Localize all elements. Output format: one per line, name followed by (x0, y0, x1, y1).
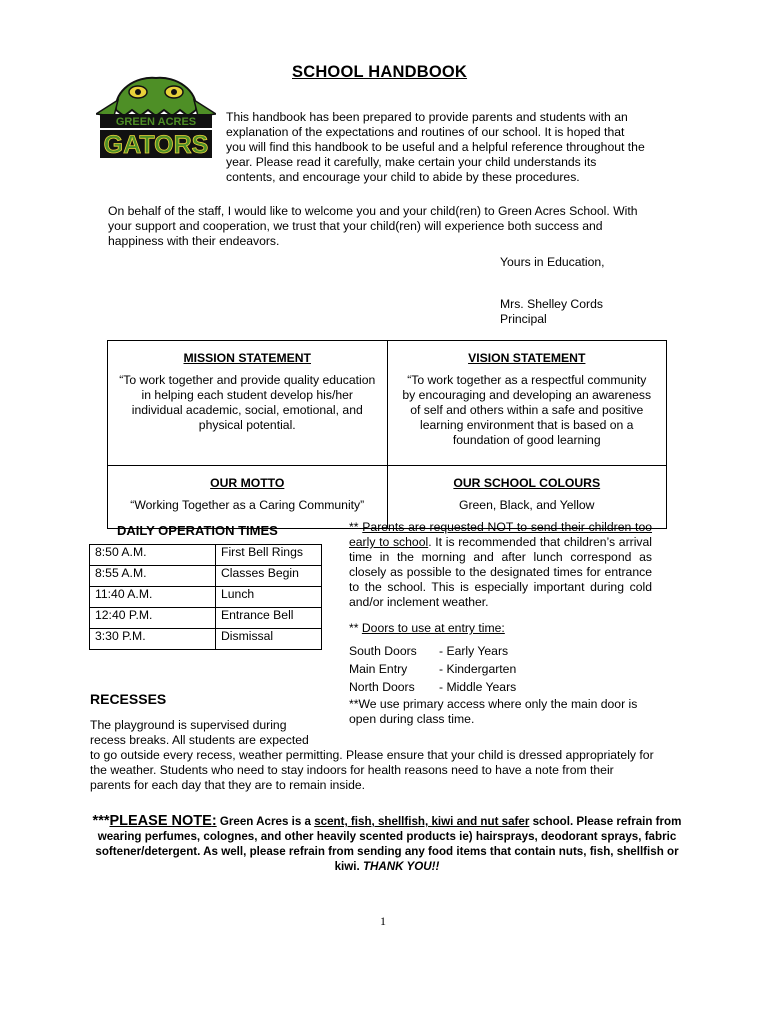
event-cell: Entrance Bell (216, 608, 322, 629)
door-use: - Early Years (439, 644, 509, 658)
welcome-line: happiness with their endeavors. (108, 234, 280, 248)
vision-line: “To work together as a respectful community (407, 373, 647, 387)
daily-times-table (89, 544, 322, 650)
arrival-underlined: Parents are requested NOT to send their children too early to school (349, 520, 652, 549)
intro-line: This handbook has been prepared to provide parents and students with an (226, 110, 628, 124)
vision-line: of self and others within a safe and positive (410, 403, 644, 417)
time-cell: 12:40 P.M. (90, 608, 216, 629)
note-underlined: scent, fish, shellfish, kiwi and nut safer (314, 815, 530, 828)
arrival-paragraph (349, 520, 652, 610)
logo-text-line1: GREEN ACRES (115, 116, 197, 128)
table-row (90, 587, 322, 608)
note-colon: : (211, 813, 217, 829)
recess-line: the weather. Students who need to stay indoors for health reasons need to have a note from their (90, 763, 614, 777)
school-colours-title: OUR SCHOOL COLOURS (453, 476, 601, 490)
door-name: Main Entry (349, 662, 408, 676)
motto-title: OUR MOTTO (210, 476, 285, 490)
recess-line: The playground is supervised during (90, 718, 287, 732)
statements-table (107, 340, 667, 529)
signature-closing: Yours in Education, (500, 255, 605, 269)
mission-statement-cell (108, 341, 388, 466)
door-use: - Kindergarten (439, 662, 517, 676)
recess-line: to go outside every recess, weather permitting. Please ensure that your child is dressed appropriately for (90, 748, 654, 762)
vision-statement-cell (387, 341, 667, 466)
arrival-rest: . It is recommended that children’s arrival time in the morning and after lunch correspond as closely as possible to the designated times for entrance to the school. This is especially important during cold and/or inclement weather. (349, 535, 652, 609)
door-row (349, 680, 516, 695)
table-row (90, 629, 322, 650)
logo-text-line2: GATORS (103, 131, 209, 159)
door-row (349, 662, 516, 677)
school-colours-text: Green, Black, and Yellow (458, 498, 595, 512)
note-thanks: THANK YOU!! (362, 860, 440, 873)
page-title: SCHOOL HANDBOOK (292, 63, 468, 81)
recess-line: recess breaks. All students are expected (90, 733, 309, 747)
recesses-heading: RECESSES (90, 691, 167, 707)
welcome-line: your support and cooperation, we trust that your child(ren) will experience both success and (108, 219, 603, 233)
note-label: PLEASE NOTE (109, 813, 212, 829)
vision-line: by encouraging and developing an awareness (402, 388, 652, 402)
door-name: North Doors (349, 680, 415, 694)
please-note-block (92, 814, 682, 874)
mission-line: in helping each student develop his/her (141, 388, 353, 402)
intro-line: contents, and encourage your child to abide by these procedures. (226, 170, 580, 184)
event-cell: Dismissal (216, 629, 322, 650)
time-cell: 8:55 A.M. (90, 566, 216, 587)
event-cell: First Bell Rings (216, 545, 322, 566)
time-cell: 3:30 P.M. (90, 629, 216, 650)
mission-line: “To work together and provide quality education (119, 373, 376, 387)
mission-line: physical potential. (198, 418, 296, 432)
green-acres-gators-logo (96, 70, 216, 160)
door-row (349, 644, 508, 659)
note-stars: *** (92, 813, 110, 829)
note-text-2: school. Please refrain from wearing perfumes, colognes, and other heavily scented products ie) hairsprays, deodorant sprays, fabric softener/detergent. As well, please refrain from sending any food items that contain nuts, fish, shellfish or kiwi. (95, 815, 682, 873)
intro-line: you will find this handbook to be useful and a helpful reference throughout the (226, 140, 645, 154)
doors-label (349, 621, 505, 636)
mission-statement-title: MISSION STATEMENT (183, 351, 311, 365)
recesses-paragraph-top (90, 718, 330, 748)
signature-name: Mrs. Shelley Cords (500, 297, 603, 311)
event-cell: Classes Begin (216, 566, 322, 587)
note-text-1: Green Acres is a (216, 815, 315, 828)
welcome-paragraph (108, 204, 638, 249)
recess-line: parents for each day that they are to remain inside. (90, 778, 366, 792)
intro-line: explanation of the expectations and routines of our school. It is hoped that (226, 125, 625, 139)
arrival-prefix: ** (349, 520, 363, 534)
table-row (90, 608, 322, 629)
vision-line: learning environment that is based on a (420, 418, 634, 432)
door-use: - Middle Years (439, 680, 517, 694)
signature-role: Principal (500, 312, 547, 326)
table-row (90, 545, 322, 566)
access-note: **We use primary access where only the main door is open during class time. (349, 697, 638, 726)
daily-times-title: DAILY OPERATION TIMES (117, 523, 278, 538)
intro-line: year. Please read it carefully, make certain your child understands its (226, 155, 597, 169)
motto-text: “Working Together as a Caring Community” (130, 498, 365, 512)
time-cell: 8:50 A.M. (90, 545, 216, 566)
recesses-paragraph-bottom (90, 748, 690, 793)
page-number: 1 (380, 914, 386, 928)
doors-label-text: Doors to use at entry time: (361, 621, 505, 635)
welcome-line: On behalf of the staff, I would like to welcome you and your child(ren) to Green Acres School. With (108, 204, 638, 218)
intro-paragraph (226, 110, 666, 185)
door-name: South Doors (349, 644, 417, 658)
event-cell: Lunch (216, 587, 322, 608)
vision-statement-title: VISION STATEMENT (468, 351, 586, 365)
time-cell: 11:40 A.M. (90, 587, 216, 608)
table-row (90, 566, 322, 587)
vision-line: foundation of good learning (452, 433, 601, 447)
motto-cell (108, 466, 388, 529)
mission-line: individual academic, social, emotional, and (131, 403, 363, 417)
doors-prefix: ** (349, 621, 362, 635)
